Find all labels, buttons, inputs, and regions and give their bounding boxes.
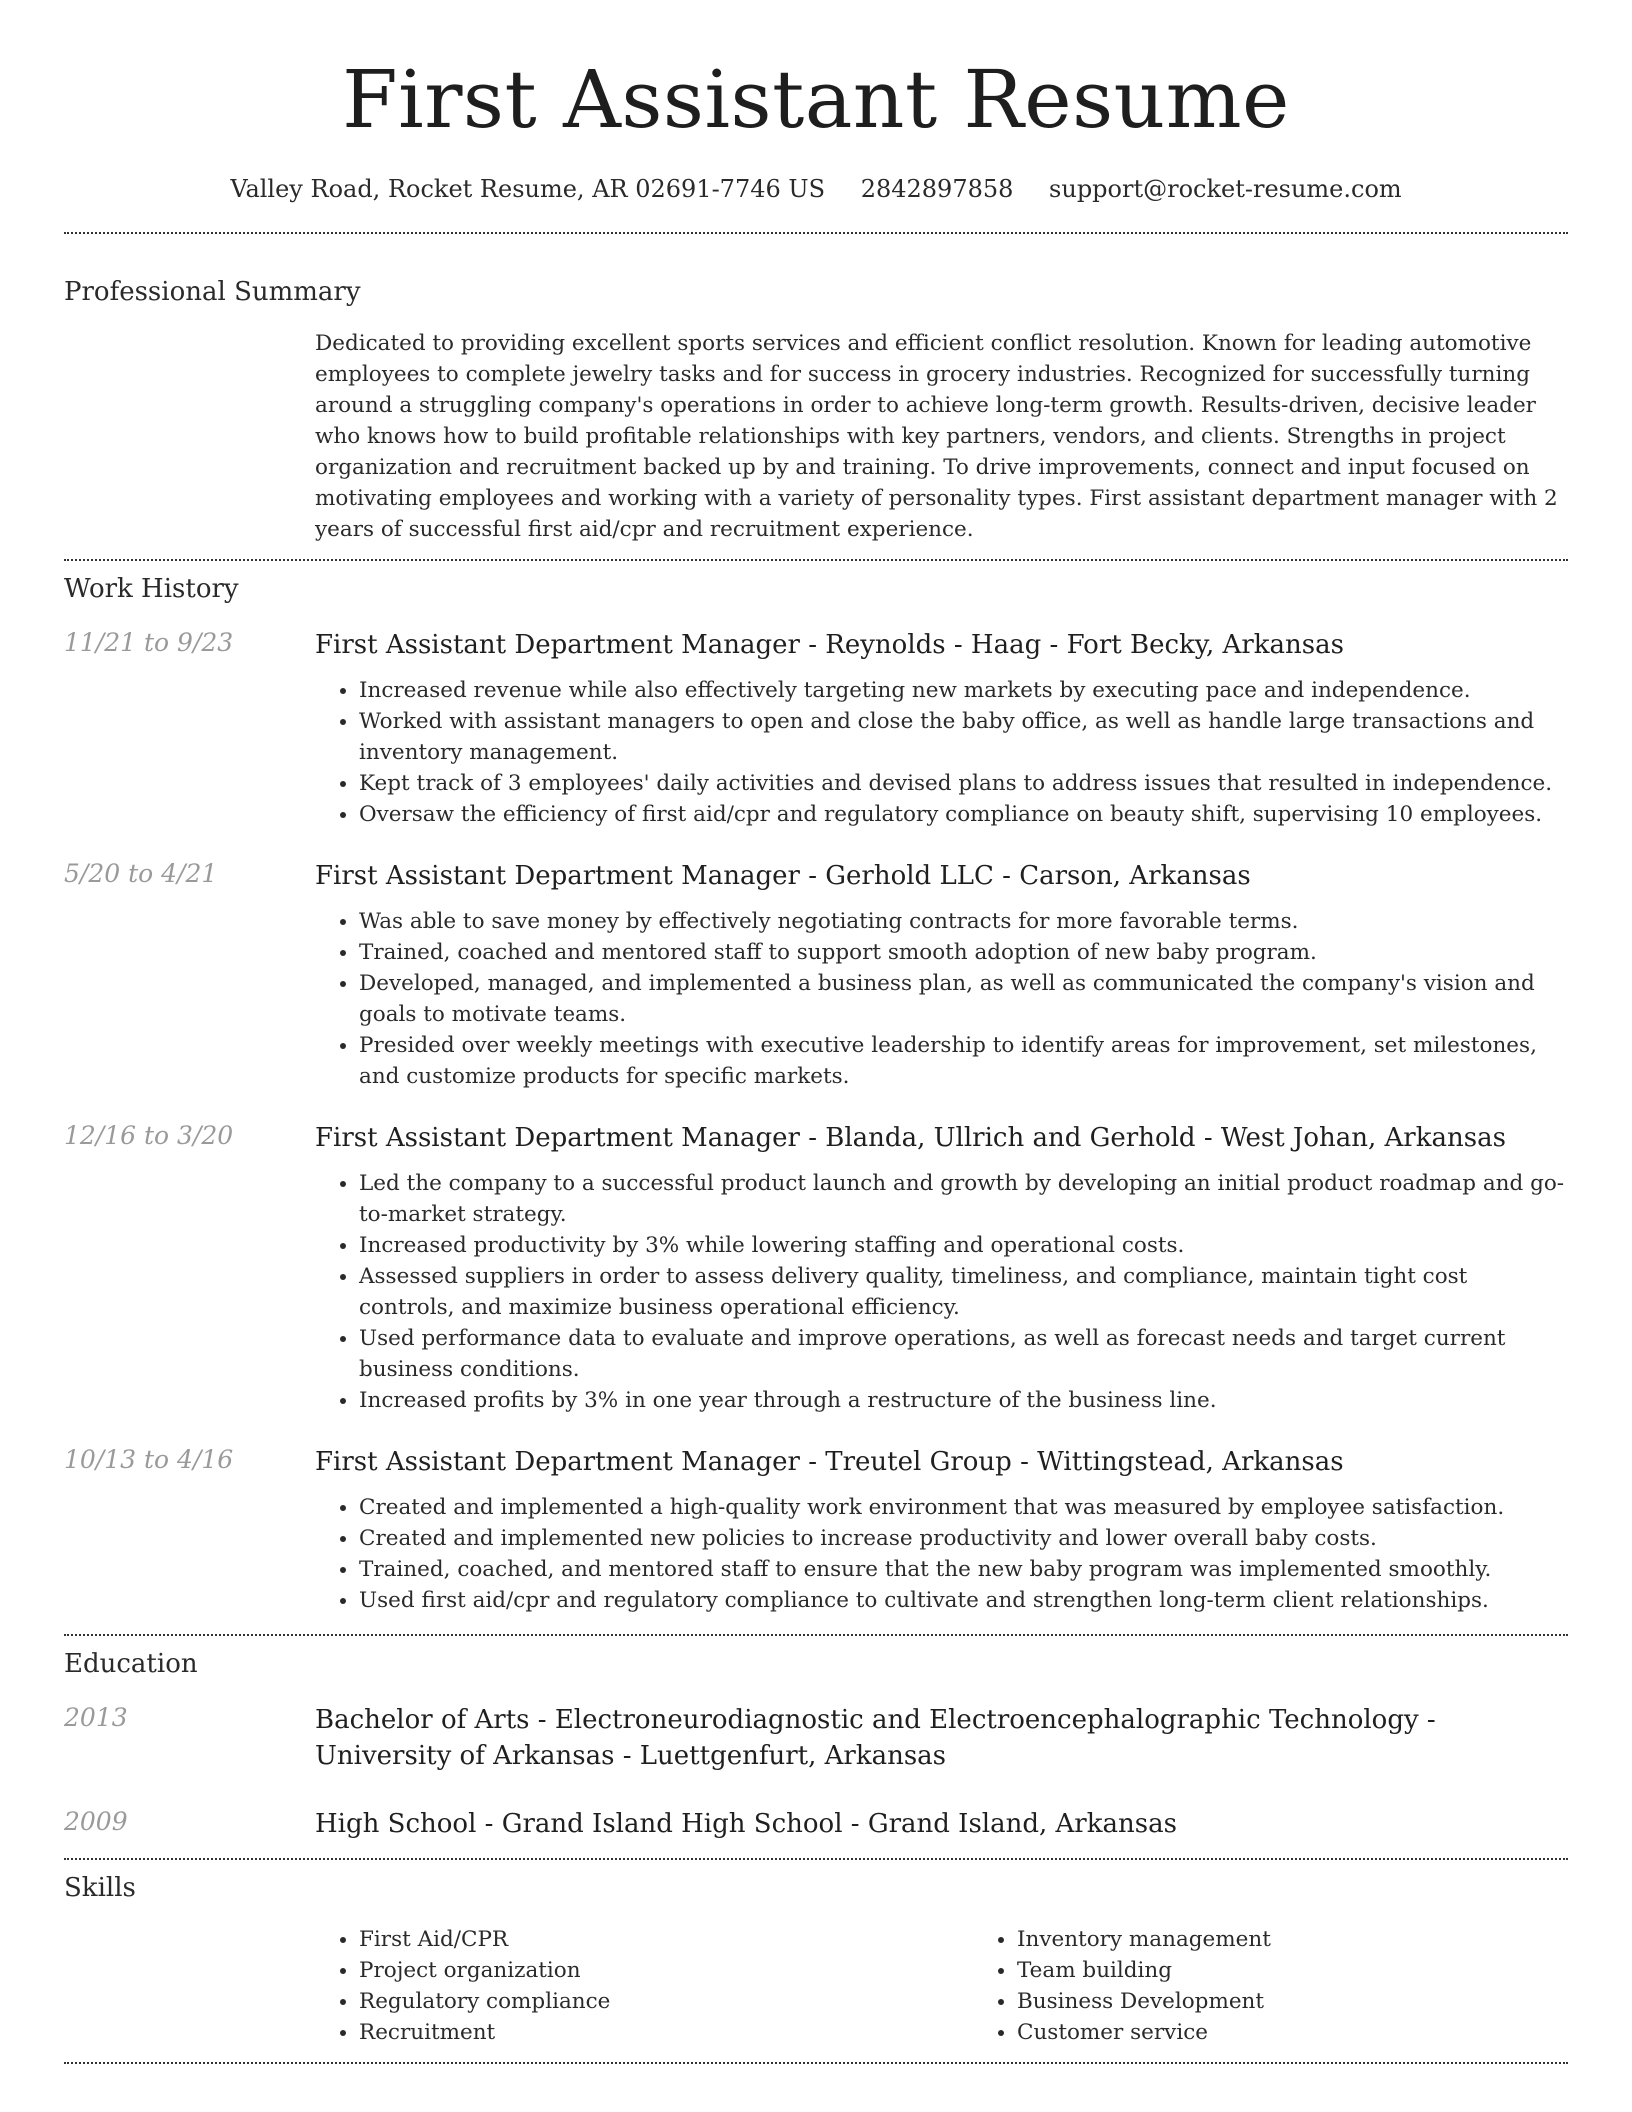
list-item: • Worked with assistant managers to open and close the baby office, as well as handle large transactions and inventory management.	[359, 706, 1568, 768]
section-title-education: Education	[64, 1649, 198, 1679]
list-item: • Led the company to a successful product launch and growth by developing an initial product roadmap and go-to-market strategy.	[359, 1168, 1568, 1230]
job-bullets	[315, 675, 1568, 830]
list-item: • Created and implemented a high-quality work environment that was measured by employee satisfaction.	[359, 1492, 1568, 1523]
list-item: • Used first aid/cpr and regulatory compliance to cultivate and strengthen long-term client relationships.	[359, 1585, 1568, 1616]
list-item: • Created and implemented new policies to increase productivity and lower overall baby costs.	[359, 1523, 1568, 1554]
contact-email: support@rocket-resume.com	[1049, 175, 1402, 203]
list-item: • Developed, managed, and implemented a business plan, as well as communicated the company's vision and goals to motivate teams.	[359, 968, 1568, 1030]
job-bullets	[315, 906, 1568, 1092]
skills-list-right	[973, 1924, 1631, 2048]
job-dates: 10/13 to 4/16	[64, 1445, 234, 1474]
job-bullets	[315, 1168, 1568, 1416]
job-title: First Assistant Department Manager - Treutel Group - Wittingstead, Arkansas	[315, 1447, 1344, 1477]
education-year: 2013	[64, 1703, 128, 1732]
job-dates: 11/21 to 9/23	[64, 628, 234, 657]
job-entry	[64, 1120, 1568, 1416]
job-entry	[64, 627, 1568, 830]
list-item: • First Aid/CPR	[359, 1924, 973, 1955]
list-item: • Trained, coached, and mentored staff to ensure that the new baby program was implemented smoothly.	[359, 1554, 1568, 1585]
list-item: • Increased profits by 3% in one year through a restructure of the business line.	[359, 1385, 1568, 1416]
skills-row	[64, 1924, 1568, 2048]
education-year: 2009	[64, 1807, 128, 1836]
list-item: • Oversaw the efficiency of first aid/cpr and regulatory compliance on beauty shift, supervising 10 employees.	[359, 799, 1568, 830]
education-degree: High School - Grand Island High School - Grand Island, Arkansas	[315, 1809, 1177, 1839]
contact-phone: 2842897858	[860, 175, 1014, 203]
list-item: • Business Development	[1017, 1986, 1631, 2017]
list-item: • Project organization	[359, 1955, 973, 1986]
job-title: First Assistant Department Manager - Gerhold LLC - Carson, Arkansas	[315, 861, 1251, 891]
divider	[64, 2062, 1568, 2064]
skills-list-left	[315, 1924, 973, 2048]
education-entry	[64, 1702, 1568, 1774]
list-item: • Regulatory compliance	[359, 1986, 973, 2017]
job-title: First Assistant Department Manager - Blanda, Ullrich and Gerhold - West Johan, Arkansas	[315, 1123, 1506, 1153]
divider	[64, 1634, 1568, 1636]
contact-address: Valley Road, Rocket Resume, AR 02691-7746 US	[230, 175, 826, 203]
list-item: • Assessed suppliers in order to assess delivery quality, timeliness, and compliance, maintain tight cost controls, and maximize business operational efficiency.	[359, 1261, 1568, 1323]
job-dates: 12/16 to 3/20	[64, 1121, 234, 1150]
divider	[64, 559, 1568, 561]
summary-row	[64, 328, 1568, 545]
list-item: • Increased revenue while also effectively targeting new markets by executing pace and independence.	[359, 675, 1568, 706]
job-entry	[64, 858, 1568, 1092]
list-item: • Customer service	[1017, 2017, 1631, 2048]
job-title: First Assistant Department Manager - Reynolds - Haag - Fort Becky, Arkansas	[315, 630, 1344, 660]
list-item: • Increased productivity by 3% while lowering staffing and operational costs.	[359, 1230, 1568, 1261]
list-item: • Presided over weekly meetings with executive leadership to identify areas for improvement, set milestones, and customize products for specific markets.	[359, 1030, 1568, 1092]
section-title-work: Work History	[64, 574, 239, 604]
list-item: • Inventory management	[1017, 1924, 1631, 1955]
list-item: • Trained, coached and mentored staff to support smooth adoption of new baby program.	[359, 937, 1568, 968]
section-title-summary: Professional Summary	[64, 277, 361, 307]
list-item: • Used performance data to evaluate and improve operations, as well as forecast needs and target current business conditions.	[359, 1323, 1568, 1385]
list-item: • Kept track of 3 employees' daily activities and devised plans to address issues that resulted in independence.	[359, 768, 1568, 799]
list-item: • Was able to save money by effectively negotiating contracts for more favorable terms.	[359, 906, 1568, 937]
job-entry	[64, 1444, 1568, 1616]
section-title-skills: Skills	[64, 1873, 136, 1903]
list-item: • Recruitment	[359, 2017, 973, 2048]
contact-line	[64, 174, 1568, 204]
job-dates: 5/20 to 4/21	[64, 859, 218, 888]
job-bullets	[315, 1492, 1568, 1616]
list-item: • Team building	[1017, 1955, 1631, 1986]
divider	[64, 1858, 1568, 1860]
education-entry	[64, 1806, 1568, 1842]
education-degree: Bachelor of Arts - Electroneurodiagnostic and Electroencephalographic Technology - University of Arkansas - Luettgenfurt, Arkansas	[315, 1705, 1436, 1771]
summary-text: Dedicated to providing excellent sports services and efficient conflict resolution. Known for leading automotive employees to complete jewelry tasks and for success in grocery industries. Recognized for successfully turning around a struggling company's operations in order to achieve long-term growth. Results-driven, decisive leader who knows how to build profitable relationships with key partners, vendors, and clients. Strengths in project organization and recruitment backed up by and training. To drive improvements, connect and input focused on motivating employees and working with a variety of personality types. First assistant department manager with 2 years of successful first aid/cpr and recruitment experience.	[315, 331, 1558, 542]
resume-title: First Assistant Resume	[342, 53, 1290, 146]
divider	[64, 232, 1568, 234]
